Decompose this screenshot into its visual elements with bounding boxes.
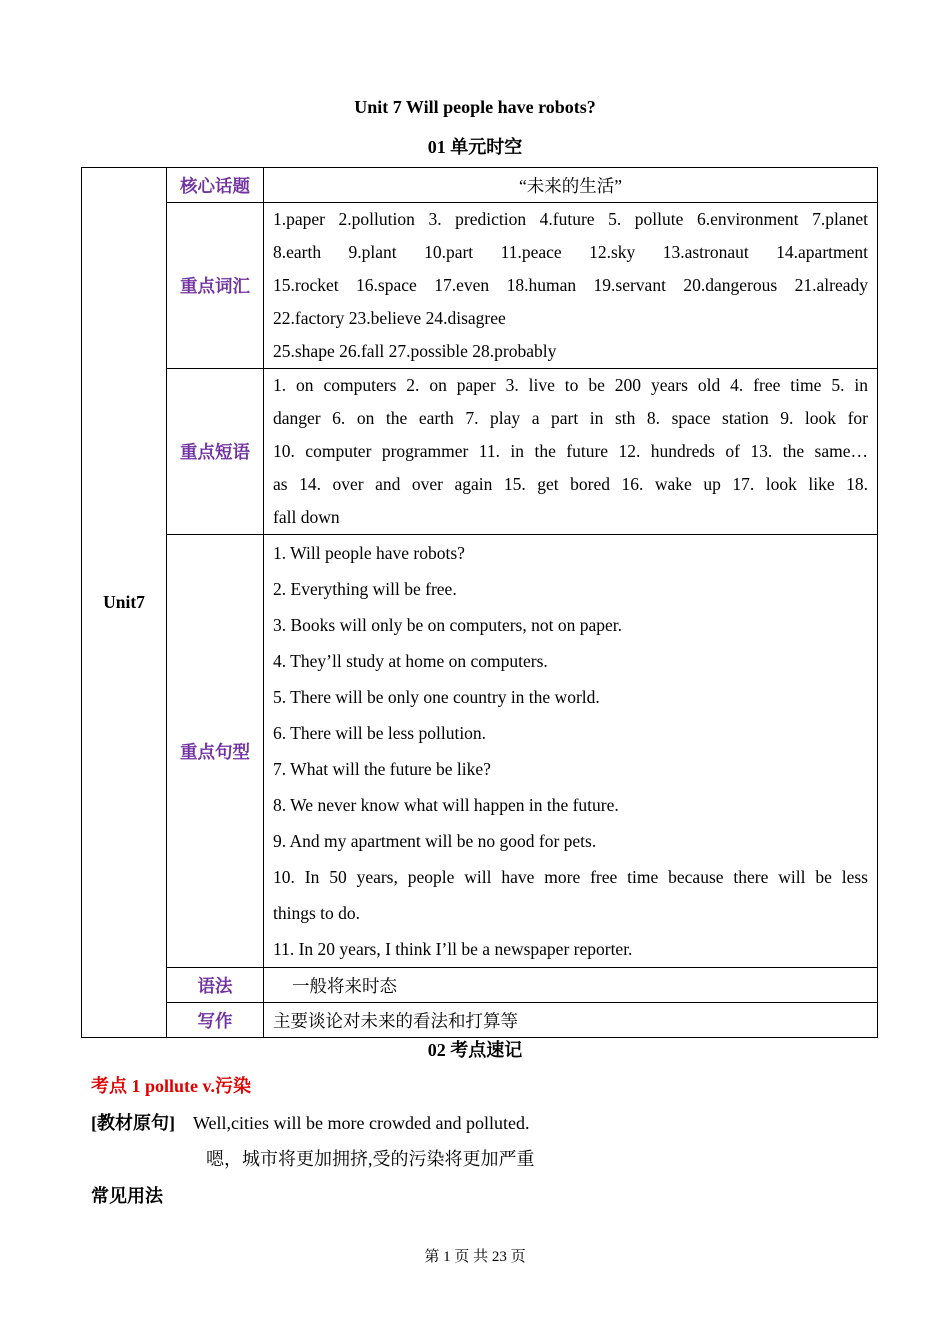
- sentence-line: 3. Books will only be on computers, not on paper.: [273, 615, 622, 635]
- textbook-original-label: [教材原句]: [91, 1113, 175, 1133]
- textbook-original-text: Well,cities will be more crowded and polluted.: [193, 1113, 530, 1133]
- unit-cell: Unit7: [82, 168, 167, 1038]
- writing-content: 主要谈论对未来的看法和打算等: [264, 1003, 878, 1038]
- vocab-content: [264, 203, 878, 369]
- translation: 嗯，城市将更加拥挤,受的污染将更加严重: [206, 1149, 535, 1169]
- phrase-line: fall down: [273, 507, 340, 527]
- sentence-line: 2. Everything will be free.: [273, 579, 457, 599]
- phrases-content: [264, 369, 878, 535]
- vocab-line: 1.paper 2.pollution 3. prediction 4.future 5. pollute 6.environment 7.planet: [273, 209, 868, 229]
- sentence-line: 4. They’ll study at home on computers.: [273, 651, 548, 671]
- sentence-line: 8. We never know what will happen in the future.: [273, 795, 619, 815]
- textbook-original: [91, 1109, 529, 1135]
- writing-label: 写作: [167, 1003, 264, 1038]
- sentence-line: 11. In 20 years, I think I’ll be a newspaper reporter.: [273, 939, 633, 959]
- vocab-line: 8.earth 9.plant 10.part 11.peace 12.sky 13.astronaut 14.apartment: [273, 242, 868, 262]
- sentence-line: 10. In 50 years, people will have more free time because there will be less: [273, 867, 868, 887]
- section-title-key-points: 02 考点速记: [427, 1040, 523, 1060]
- sentence-line: things to do.: [273, 903, 361, 923]
- grammar-label: 语法: [167, 968, 264, 1003]
- vocab-label: 重点词汇: [167, 203, 264, 369]
- sentences-label: 重点句型: [167, 535, 264, 968]
- sentence-line: 7. What will the future be like?: [273, 759, 491, 779]
- usage-heading: 常见用法: [91, 1186, 163, 1206]
- phrase-line: 1. on computers 2. on paper 3. live to be 200 years old 4. free time 5. in: [273, 375, 868, 395]
- phrases-label: 重点短语: [167, 369, 264, 535]
- key-point-title: 考点 1 pollute v.污染: [91, 1076, 252, 1096]
- sentence-line: 5. There will be only one country in the world.: [273, 687, 600, 707]
- phrase-line: as 14. over and over again 15. get bored 16. wake up 17. look like 18.: [273, 474, 868, 494]
- vocab-line: 15.rocket 16.space 17.even 18.human 19.servant 20.dangerous 21.already: [273, 275, 868, 295]
- vocab-line: 25.shape 26.fall 27.possible 28.probably: [273, 341, 557, 361]
- phrase-line: danger 6. on the earth 7. play a part in sth 8. space station 9. look for: [273, 408, 868, 428]
- sentences-content: [264, 535, 878, 968]
- vocab-line: 22.factory 23.believe 24.disagree: [273, 308, 506, 328]
- topic-label: 核心话题: [167, 168, 264, 203]
- document-title: Unit 7 Will people have robots?: [354, 97, 596, 117]
- topic-content: “未来的生活”: [264, 168, 878, 203]
- sentence-line: 6. There will be less pollution.: [273, 723, 487, 743]
- unit-summary-table: [81, 167, 878, 1038]
- sentence-line: 9. And my apartment will be no good for pets.: [273, 831, 597, 851]
- sentence-line: 1. Will people have robots?: [273, 543, 465, 563]
- section-title-unit-overview: 01 单元时空: [427, 137, 523, 157]
- page-footer: 第 1 页 共 23 页: [424, 1249, 526, 1265]
- grammar-content: 一般将来时态: [264, 968, 878, 1003]
- phrase-line: 10. computer programmer 11. in the future 12. hundreds of 13. the same…: [273, 441, 868, 461]
